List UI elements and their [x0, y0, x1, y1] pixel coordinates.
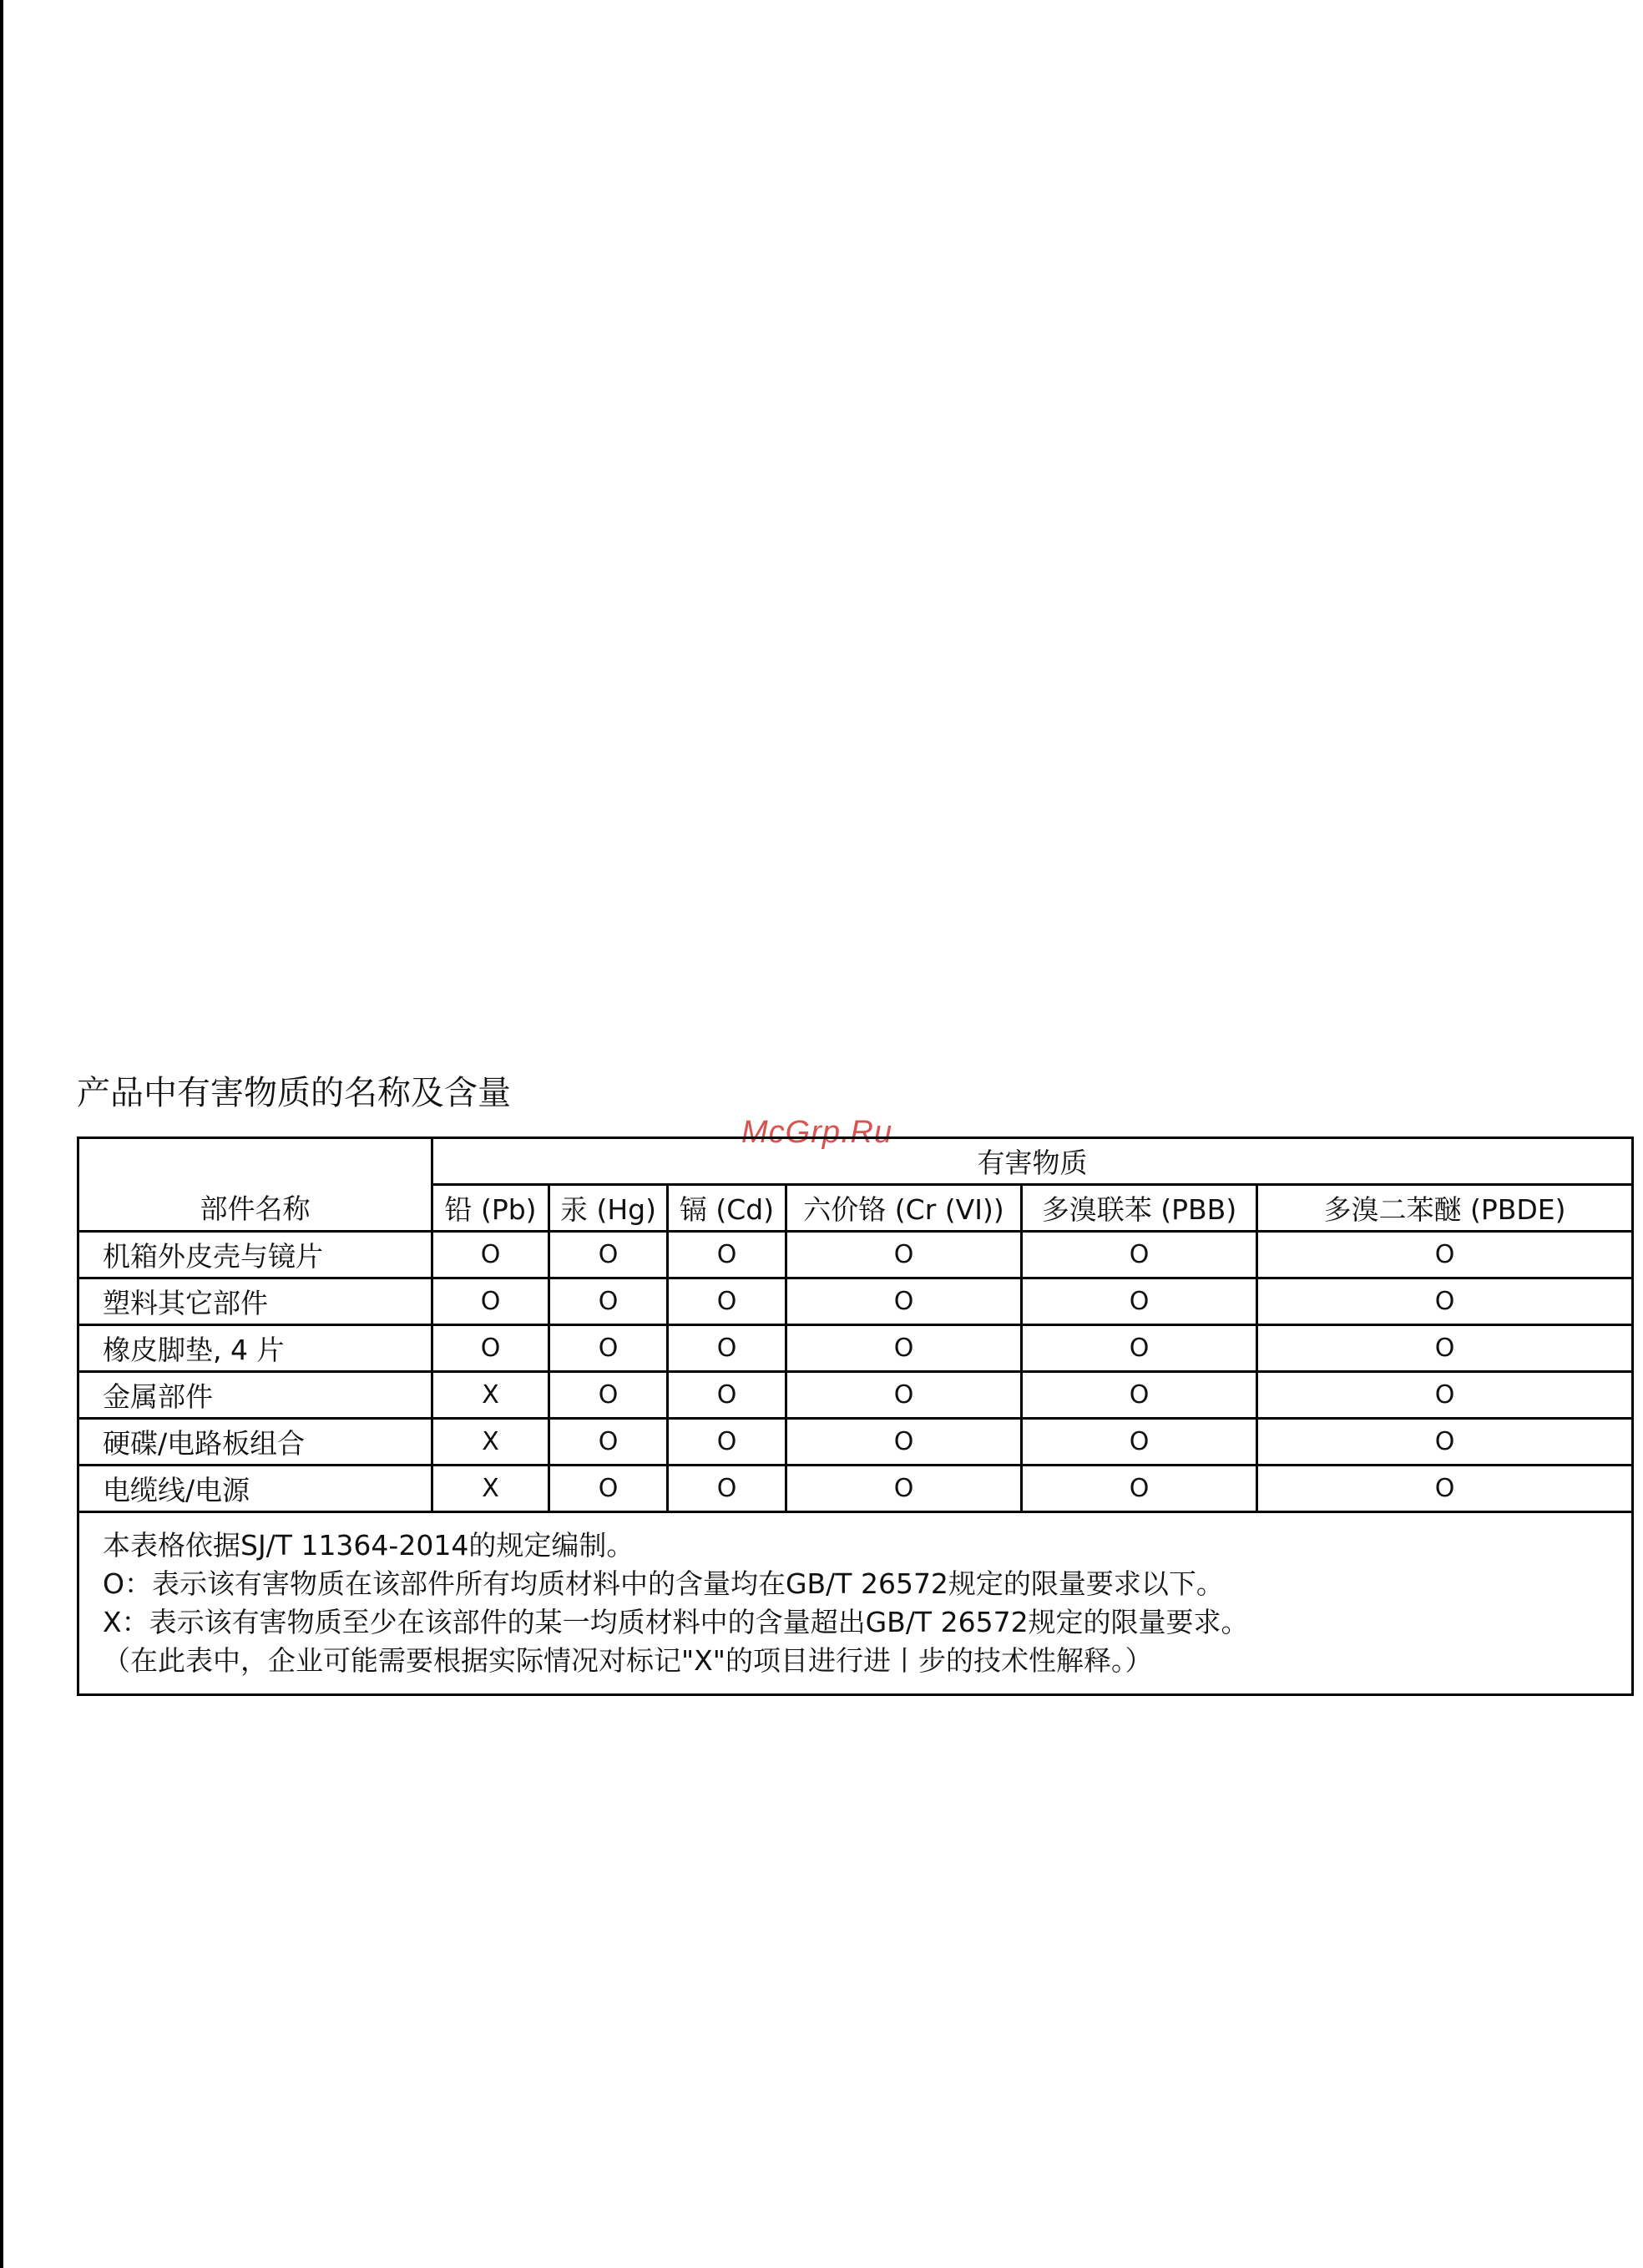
substance-header: 铅 (Pb) — [432, 1185, 549, 1232]
mark-cell: O — [1257, 1278, 1633, 1325]
hazardous-substances-table — [77, 1137, 1634, 1696]
mark-cell: O — [786, 1466, 1022, 1512]
mark-cell: O — [432, 1325, 549, 1372]
mark-cell: O — [1022, 1278, 1257, 1325]
part-name-cell: 橡皮脚垫, 4 片 — [78, 1325, 432, 1372]
notes-cell — [78, 1512, 1633, 1695]
mark-cell: O — [549, 1278, 668, 1325]
substance-header: 六价铬 (Cr (VI)) — [786, 1185, 1022, 1232]
substance-header: 镉 (Cd) — [668, 1185, 786, 1232]
substance-header: 多溴二苯醚 (PBDE) — [1257, 1185, 1633, 1232]
mark-cell: O — [432, 1278, 549, 1325]
mark-cell: O — [786, 1278, 1022, 1325]
part-name-cell: 硬碟/电路板组合 — [78, 1419, 432, 1466]
mark-cell: O — [786, 1232, 1022, 1278]
watermark: McGrp.Ru — [741, 1115, 893, 1150]
mark-cell: O — [1022, 1419, 1257, 1466]
header-row-substances — [78, 1185, 1633, 1232]
left-margin-rule — [0, 0, 3, 2268]
mark-cell: O — [1022, 1466, 1257, 1512]
part-name-cell: 机箱外皮壳与镜片 — [78, 1232, 432, 1278]
mark-cell: O — [549, 1232, 668, 1278]
note-line: X：表示该有害物质至少在该部件的某一均质材料中的含量超出GB/T 26572规定的限量要求。 — [103, 1606, 1249, 1638]
note-line: （在此表中，企业可能需要根据实际情况对标记"X"的项目进行进丨步的技术性解释。） — [103, 1644, 1153, 1677]
notes-row — [78, 1512, 1633, 1695]
mark-cell: O — [1257, 1325, 1633, 1372]
page-title: 产品中有害物质的名称及含量 — [77, 1074, 511, 1112]
mark-cell: X — [432, 1466, 549, 1512]
part-name-cell: 金属部件 — [78, 1372, 432, 1419]
table-row — [78, 1466, 1633, 1512]
part-name-cell: 塑料其它部件 — [78, 1278, 432, 1325]
mark-cell: O — [432, 1232, 549, 1278]
mark-cell: O — [786, 1325, 1022, 1372]
table-row — [78, 1278, 1633, 1325]
mark-cell: O — [668, 1278, 786, 1325]
substance-header: 多溴联苯 (PBB) — [1022, 1185, 1257, 1232]
mark-cell: O — [1257, 1419, 1633, 1466]
mark-cell: O — [668, 1466, 786, 1512]
mark-cell: O — [549, 1372, 668, 1419]
mark-cell: O — [668, 1325, 786, 1372]
substance-header: 汞 (Hg) — [549, 1185, 668, 1232]
note-line: O：表示该有害物质在该部件所有均质材料中的含量均在GB/T 26572规定的限量要求以下。 — [103, 1567, 1224, 1600]
table-row — [78, 1372, 1633, 1419]
mark-cell: O — [786, 1419, 1022, 1466]
mark-cell: O — [549, 1419, 668, 1466]
header-corner — [78, 1138, 432, 1185]
header-row-group — [78, 1138, 1633, 1185]
part-name-header: 部件名称 — [78, 1185, 432, 1232]
mark-cell: O — [668, 1372, 786, 1419]
mark-cell: O — [1257, 1372, 1633, 1419]
mark-cell: O — [668, 1419, 786, 1466]
mark-cell: O — [549, 1325, 668, 1372]
mark-cell: O — [1022, 1232, 1257, 1278]
note-line: 本表格依据SJ/T 11364-2014的规定编制。 — [103, 1529, 634, 1562]
substance-group-header: 有害物质 — [432, 1138, 1633, 1185]
mark-cell: O — [549, 1466, 668, 1512]
table-row — [78, 1232, 1633, 1278]
mark-cell: O — [1022, 1325, 1257, 1372]
table-row — [78, 1419, 1633, 1466]
mark-cell: O — [668, 1232, 786, 1278]
mark-cell: X — [432, 1372, 549, 1419]
mark-cell: O — [786, 1372, 1022, 1419]
mark-cell: O — [1022, 1372, 1257, 1419]
mark-cell: O — [1257, 1466, 1633, 1512]
mark-cell: X — [432, 1419, 549, 1466]
mark-cell: O — [1257, 1232, 1633, 1278]
table-row — [78, 1325, 1633, 1372]
part-name-cell: 电缆线/电源 — [78, 1466, 432, 1512]
